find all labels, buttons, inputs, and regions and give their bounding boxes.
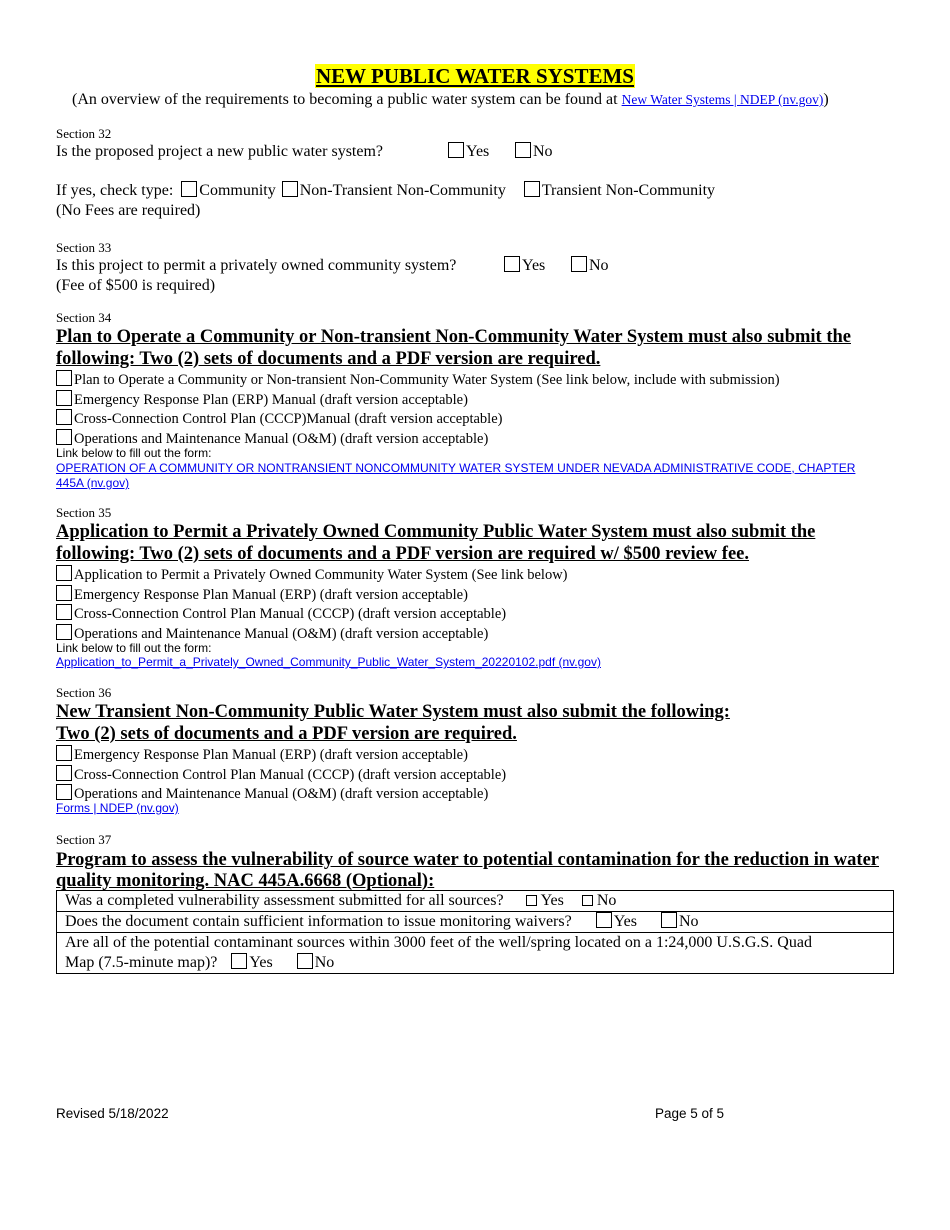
q1-text: Was a completed vulnerability assessment submitted for all sources? <box>65 892 504 909</box>
section34-item[interactable]: Operations and Maintenance Manual (O&M) (draft version acceptable) <box>56 429 488 448</box>
page-title <box>0 64 950 89</box>
section33-yes-checkbox[interactable] <box>504 256 520 272</box>
section32-no-option[interactable]: No <box>515 142 553 162</box>
section34-item-checkbox[interactable] <box>56 409 72 425</box>
section35-heading-line1: Application to Permit a Privately Owned Community Public Water System must also submit the <box>56 522 816 542</box>
section34-heading-line2: following: Two (2) sets of documents and a PDF version are required. <box>56 349 601 369</box>
section36-forms-link[interactable]: Forms | NDEP (nv.gov) <box>56 801 179 815</box>
q3-text-line2: Map (7.5-minute map)? <box>65 954 218 971</box>
section34-item-checkbox[interactable] <box>56 390 72 406</box>
q3-line2 <box>65 953 885 973</box>
type-community-option[interactable]: Community <box>181 181 275 201</box>
section36-item[interactable]: Operations and Maintenance Manual (O&M) (draft version acceptable) <box>56 784 488 803</box>
section32-note: (No Fees are required) <box>56 202 201 219</box>
q1-no-option[interactable]: No <box>582 891 617 911</box>
type-prompt: If yes, check type: <box>56 182 174 199</box>
section34-item[interactable]: Plan to Operate a Community or Non-transient Non-Community Water System (See link below, include with submission) <box>56 370 780 389</box>
q3-yes-checkbox[interactable] <box>231 953 247 969</box>
section35-item[interactable]: Cross-Connection Control Plan Manual (CCCP) (draft version acceptable) <box>56 604 506 623</box>
overview-link[interactable]: New Water Systems | NDEP (nv.gov) <box>621 92 824 107</box>
section34-item[interactable]: Cross-Connection Control Plan (CCCP)Manual (draft version acceptable) <box>56 409 502 428</box>
type-ntnc-option[interactable]: Non-Transient Non-Community <box>282 181 506 201</box>
section34-item-checkbox[interactable] <box>56 370 72 386</box>
section35-item-checkbox[interactable] <box>56 624 72 640</box>
section36-item-checkbox[interactable] <box>56 745 72 761</box>
section34-form-link[interactable]: OPERATION OF A COMMUNITY OR NONTRANSIENT NONCOMMUNITY WATER SYSTEM UNDER NEVADA ADMINISTRATIVE CODE, CHAPTER <box>56 461 856 475</box>
q3-no-option[interactable]: No <box>297 953 335 973</box>
q3-text-line1: Are all of the potential contaminant sources within 3000 feet of the well/spring located on a 1:24,000 U.S.G.S. Quad <box>65 934 812 951</box>
section33-question: Is this project to permit a privately owned community system? <box>56 257 457 274</box>
section35-item-checkbox[interactable] <box>56 604 72 620</box>
q3-no-checkbox[interactable] <box>297 953 313 969</box>
footer-page-number: Page 5 of 5 <box>655 1106 725 1121</box>
section32-label: Section 32 <box>56 126 112 141</box>
section37-label: Section 37 <box>56 832 112 847</box>
footer-revised: Revised 5/18/2022 <box>56 1106 169 1121</box>
q1-yes-checkbox[interactable] <box>526 895 537 906</box>
section34-item[interactable]: Emergency Response Plan (ERP) Manual (draft version acceptable) <box>56 390 468 409</box>
q2-yes-option[interactable]: Yes <box>596 912 637 932</box>
section32-yes-option[interactable]: Yes <box>448 142 489 162</box>
section34-item-checkbox[interactable] <box>56 429 72 445</box>
section36-item-checkbox[interactable] <box>56 765 72 781</box>
section35-form-link[interactable]: Application_to_Permit_a_Privately_Owned_Community_Public_Water_System_20220102.pdf (nv.gov) <box>56 655 601 669</box>
section35-item-checkbox[interactable] <box>56 565 72 581</box>
q2-yes-checkbox[interactable] <box>596 912 612 928</box>
section33-note: (Fee of $500 is required) <box>56 277 216 294</box>
section34-link-note: Link below to fill out the form: <box>56 446 212 460</box>
section35-heading-line2: following: Two (2) sets of documents and a PDF version are required w/ $500 review fee. <box>56 544 750 564</box>
type-community-checkbox[interactable] <box>181 181 197 197</box>
table-row <box>57 891 893 912</box>
section35-item[interactable]: Operations and Maintenance Manual (O&M) (draft version acceptable) <box>56 624 488 643</box>
section34-heading-line1: Plan to Operate a Community or Non-transient Non-Community Water System must also submit the <box>56 327 851 347</box>
section33-yes-option[interactable]: Yes <box>504 256 545 276</box>
table-row <box>57 933 893 974</box>
section36-heading-line2: Two (2) sets of documents and a PDF version are required. <box>56 724 517 744</box>
type-tnc-option[interactable]: Transient Non-Community <box>524 181 715 201</box>
section33-no-option[interactable]: No <box>571 256 609 276</box>
type-ntnc-checkbox[interactable] <box>282 181 298 197</box>
vulnerability-table <box>56 890 894 974</box>
section36-item[interactable]: Cross-Connection Control Plan Manual (CCCP) (draft version acceptable) <box>56 765 506 784</box>
overview-line: (An overview of the requirements to becoming a public water system can be found at New Water Systems | NDEP (nv.gov)) <box>72 91 829 108</box>
section32-no-checkbox[interactable] <box>515 142 531 158</box>
section35-item-checkbox[interactable] <box>56 585 72 601</box>
q2-no-option[interactable]: No <box>661 912 699 932</box>
q3-yes-option[interactable]: Yes <box>231 953 272 973</box>
q1-no-checkbox[interactable] <box>582 895 593 906</box>
section36-item[interactable]: Emergency Response Plan Manual (ERP) (draft version acceptable) <box>56 745 468 764</box>
page-title-text: NEW PUBLIC WATER SYSTEMS <box>315 64 634 88</box>
section36-heading-line1: New Transient Non-Community Public Water System must also submit the following: <box>56 702 730 722</box>
section32-yes-checkbox[interactable] <box>448 142 464 158</box>
section32-question: Is the proposed project a new public water system? <box>56 143 384 160</box>
section36-label: Section 36 <box>56 685 112 700</box>
section35-item[interactable]: Emergency Response Plan Manual (ERP) (draft version acceptable) <box>56 585 468 604</box>
section37-heading-line2: quality monitoring. NAC 445A.6668 (Optional): <box>56 871 435 891</box>
section35-item[interactable]: Application to Permit a Privately Owned Community Water System (See link below) <box>56 565 568 584</box>
section36-item-checkbox[interactable] <box>56 784 72 800</box>
section33-label: Section 33 <box>56 240 112 255</box>
section35-label: Section 35 <box>56 505 112 520</box>
q2-text: Does the document contain sufficient information to issue monitoring waivers? <box>65 913 572 930</box>
table-row <box>57 912 893 933</box>
section33-no-checkbox[interactable] <box>571 256 587 272</box>
q2-no-checkbox[interactable] <box>661 912 677 928</box>
section35-link-note: Link below to fill out the form: <box>56 641 212 655</box>
section32-type-row <box>56 181 715 201</box>
section34-form-link-cont[interactable]: 445A (nv.gov) <box>56 476 130 490</box>
q1-yes-option[interactable]: Yes <box>526 891 564 911</box>
section37-heading-line1: Program to assess the vulnerability of source water to potential contamination for the reduction in water <box>56 850 879 870</box>
section34-label: Section 34 <box>56 310 112 325</box>
type-tnc-checkbox[interactable] <box>524 181 540 197</box>
